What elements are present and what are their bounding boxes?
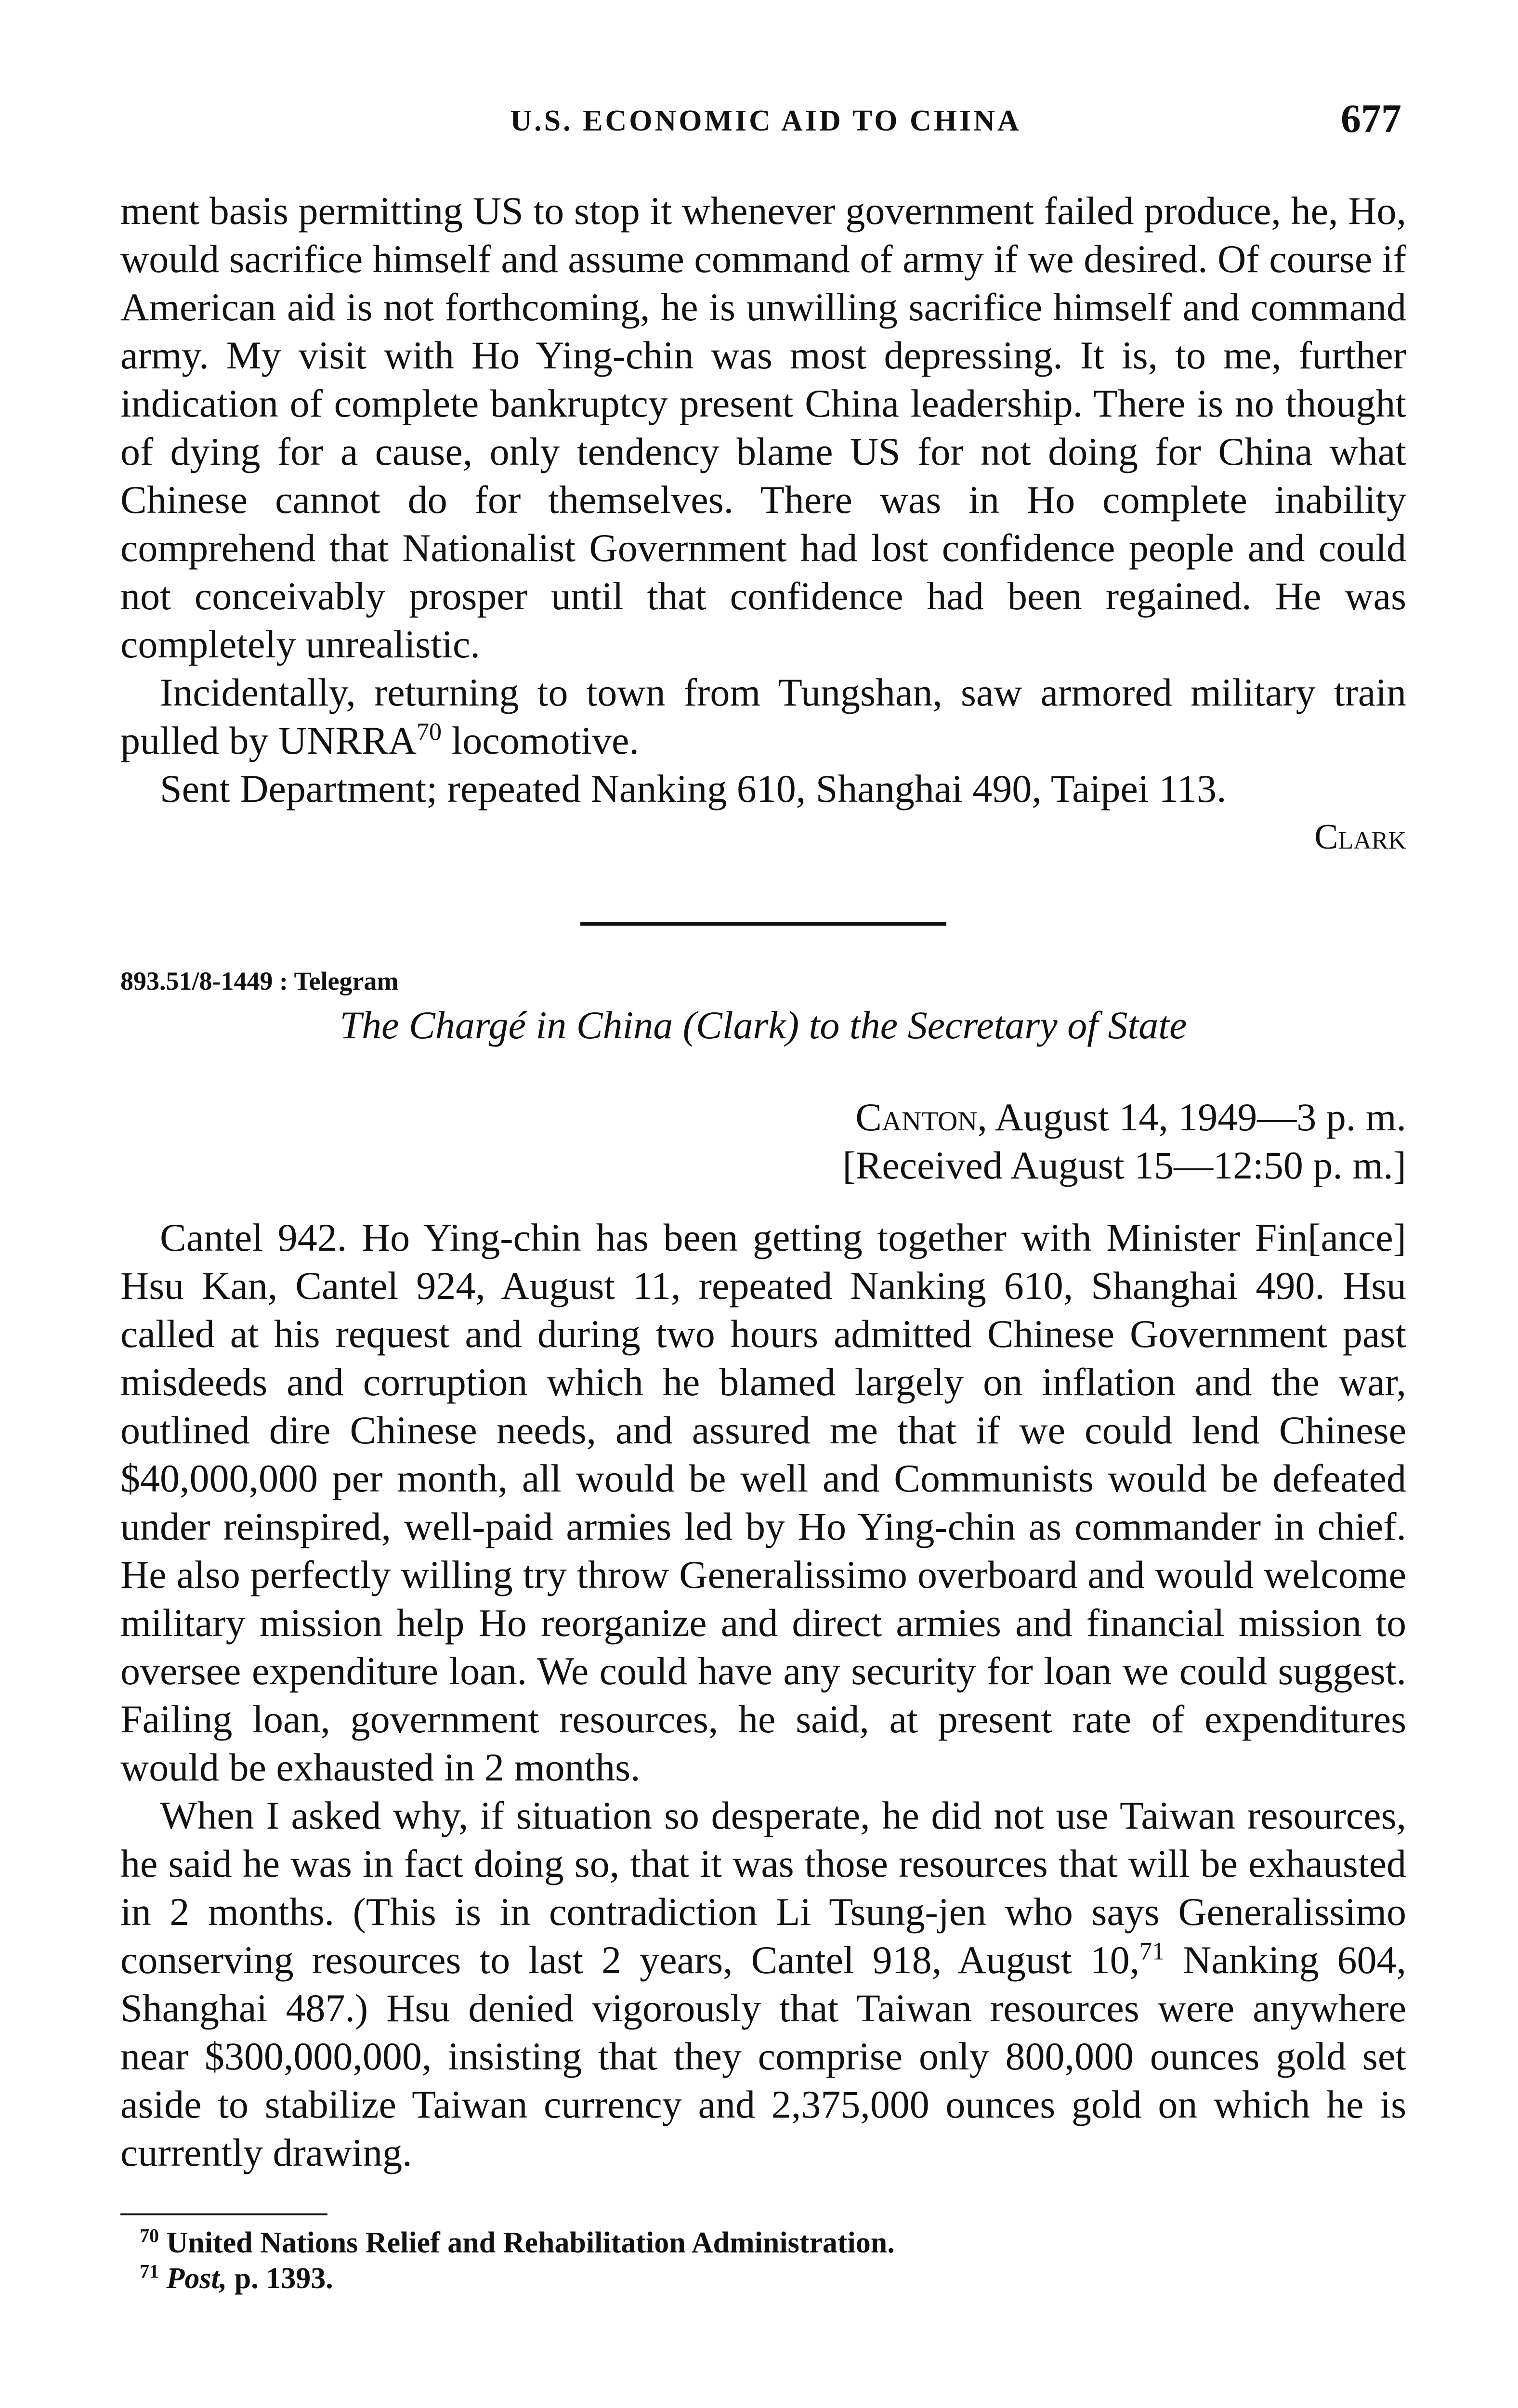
file-reference: 893.51/8-1449 : Telegram	[120, 967, 399, 995]
footnote-mark-70: 70	[140, 2225, 159, 2247]
section-1-body	[120, 187, 1406, 861]
footnote-divider	[120, 2213, 327, 2215]
page-number: 677	[1341, 96, 1401, 141]
footnote-ref-70: 70	[417, 718, 442, 746]
paragraph-cantel-942: Cantel 942. Ho Ying-chin has been getting together with Minister Fin[ance] Hsu Kan, Cantel 924, August 11, repeated Nanking 610, Shanghai 490. Hsu called at his request and during two hours admitted Chinese Government past misdeeds and corruption which he blamed largely on inflation and the war, outlined dire Chinese needs, and assured me that if we could lend Chinese $40,000,000 per month, all would be well and Communists would be defeated under reinspired, well-paid armies led by Ho Ying-chin as commander in chief. He also perfectly willing try throw Generalissimo overboard and would welcome military mission help Ho reorganize and direct armies and financial mission to oversee expenditure loan. We could have any security for loan we could suggest. Failing loan, government resources, he said, at present rate of expenditures would be exhausted in 2 months.	[120, 1216, 1406, 1789]
footnote-post: Post,	[159, 2262, 227, 2295]
section-divider	[580, 922, 946, 926]
paragraph-text: locomotive.	[442, 719, 639, 762]
dateline-sent	[120, 1093, 1406, 1141]
paragraph-text: When I asked why, if situation so desperate, he did not use Taiwan resources, he said he was in fact doing so, that it was those resources that will be exhausted in 2 months. (This is in contradiction Li Tsung-jen who says Generalissimo conserving resources to last 2 years, Cantel 918, August 10,	[120, 1793, 1406, 1982]
footnote-ref-71: 71	[1139, 1937, 1165, 1965]
paragraph-text: Nanking 604, Shanghai 487.) Hsu denied vigorously that Taiwan resources were anywhere near $300,000,000, insisting that they comprise only 800,000 ounces gold set aside to stabilize Taiwan currency and 2,375,000 ounces gold on which he is currently drawing.	[120, 1938, 1406, 2174]
dateline	[120, 1093, 1406, 1190]
dateline-received: [Received August 15—12:50 p. m.]	[842, 1143, 1406, 1187]
paragraph-incidentally	[120, 668, 1406, 765]
dateline-place: Canton,	[855, 1095, 987, 1139]
paragraph-taiwan-resources	[120, 1792, 1406, 2177]
paragraph-continued: ment basis permitting US to stop it whenever government failed produce, he, Ho, would sacrifice himself and assume command of army if we desired. Of course if American aid is not forthcoming, he is unwilling sacrifice himself and command army. My visit with Ho Ying-chin was most depressing. It is, to me, further indication of complete bankruptcy present China leadership. There is no thought of dying for a cause, only tendency blame US for not doing for China what Chinese cannot do for themselves. There was in Ho complete inability comprehend that Nationalist Government had lost confidence people and could not conceivably prosper until that confidence had been regained. He was completely unrealistic.	[120, 189, 1406, 666]
footnote-71	[120, 2261, 1406, 2296]
footnote-text: p. 1393.	[227, 2262, 333, 2295]
footnotes	[120, 2225, 1406, 2296]
footnote-70	[120, 2225, 1406, 2261]
signature: Clark	[1314, 817, 1406, 857]
footnote-mark-71: 71	[140, 2260, 159, 2282]
paragraph-sent-department: Sent Department; repeated Nanking 610, Shanghai 490, Taipei 113.	[160, 767, 1227, 811]
footnote-text: United Nations Relief and Rehabilitation Administration.	[159, 2226, 895, 2259]
document-title: The Chargé in China (Clark) to the Secretary of State	[340, 1003, 1187, 1047]
section-2-body	[120, 1214, 1406, 2177]
paragraph-text: Incidentally, returning to town from Tungshan, saw armored military train pulled by UNRRA	[120, 670, 1406, 762]
page-header	[120, 95, 1411, 148]
dateline-date: August 14, 1949—3 p. m.	[987, 1095, 1406, 1139]
running-head: U.S. ECONOMIC AID TO CHINA	[510, 105, 1021, 137]
